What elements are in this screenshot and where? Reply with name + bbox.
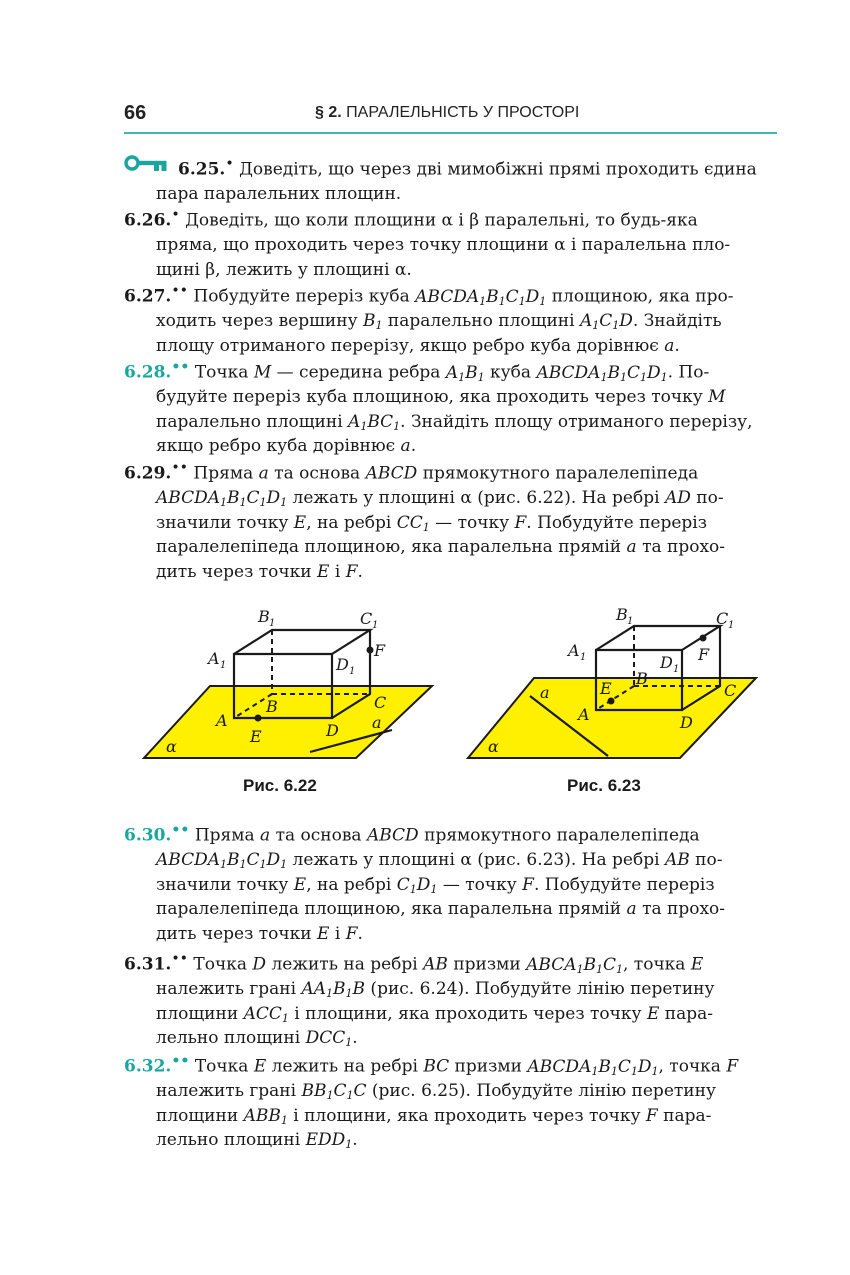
- difficulty-mark: ••: [171, 359, 190, 375]
- problem-number: 6.25.: [178, 159, 226, 180]
- section-name: ПАРАЛЕЛЬНІСТЬ У ПРОСТОРІ: [346, 104, 580, 121]
- label-B: B: [636, 669, 648, 688]
- plane-alpha: [144, 686, 432, 758]
- problem-number: 6.27.: [124, 286, 172, 307]
- problem-number: 6.30.: [124, 825, 172, 846]
- problem-number: 6.31.: [124, 954, 172, 975]
- problem-number: 6.26.: [124, 210, 172, 231]
- label-E: E: [600, 679, 612, 698]
- problem-6-31: 6.31.•• Точка D лежить на ребрі AB призми $ABCA_1B_1C_1$, точка E належить грані $AA_1B_1B$ (рис. 6.24). Побудуйте лінію перетину площини $ACC_1$ і площини, яка проходить через точку E пара- лельно площині $DCC_1$.: [124, 951, 715, 1050]
- label-a: a: [372, 713, 382, 732]
- label-F: F: [374, 641, 386, 660]
- page-number: 66: [124, 102, 147, 124]
- svg-text:1: 1: [580, 652, 587, 663]
- figure-6-23: [466, 598, 766, 768]
- problem-6-25: 6.25.• Доведіть, що через дві мимобіжні прямі проходить єдина пара паралельних площин.: [156, 156, 757, 205]
- page-header: [124, 98, 777, 134]
- difficulty-mark: ••: [171, 951, 189, 967]
- difficulty-mark: ••: [171, 460, 189, 476]
- label-C: C: [374, 693, 387, 712]
- label-A: A: [216, 711, 228, 730]
- label-B: B: [266, 697, 278, 716]
- problem-number: 6.29.: [124, 463, 172, 484]
- difficulty-mark: ••: [171, 822, 190, 838]
- label-F: F: [698, 645, 710, 664]
- figure-6-22: [138, 598, 438, 768]
- problem-number: 6.28.: [124, 362, 172, 383]
- svg-text:1: 1: [372, 620, 379, 631]
- difficulty-mark: ••: [171, 283, 189, 299]
- problem-number: 6.32.: [124, 1056, 172, 1077]
- label-E: E: [250, 727, 262, 746]
- svg-text:1: 1: [269, 618, 276, 629]
- svg-text:1: 1: [673, 664, 680, 675]
- difficulty-mark: ••: [171, 1053, 190, 1069]
- svg-text:1: 1: [349, 666, 356, 677]
- label-alpha: α: [166, 737, 177, 756]
- label-B1: B: [616, 605, 628, 624]
- figure-6-23-drawing: [466, 598, 766, 768]
- label-D1: D: [336, 655, 349, 674]
- difficulty-mark: •: [225, 156, 234, 172]
- svg-text:1: 1: [627, 616, 634, 627]
- problem-6-27: 6.27.•• Побудуйте переріз куба $ABCDA_1B_1C_1D_1$ площиною, яка про- ходить через вершину $B_1$ паралельно площині $A_1C_1D$. Знайдіть площу отриманого перерізу, якщо ребро куба дорівнює a.: [124, 283, 734, 356]
- label-a: a: [540, 683, 550, 702]
- label-C1: C: [716, 609, 729, 628]
- label-A: A: [578, 705, 590, 724]
- problem-6-30: 6.30.•• Пряма a та основа ABCD прямокутного паралелепіпеда $ABCDA_1B_1C_1D_1$ лежать у площині α (рис. 6.23). На ребрі AB по- значили точку E, на ребрі $C_1D_1$ — точку F. Побудуйте переріз паралелепіпеда площиною, яка паралельна прямій a та прохо- дить через точки E і F.: [124, 822, 726, 945]
- label-A1: A: [208, 649, 220, 668]
- problem-6-29: 6.29.•• Пряма a та основа ABCD прямокутного паралелепіпеда $ABCDA_1B_1C_1D_1$ лежать у площині α (рис. 6.22). На ребрі AD по- значили точку E, на ребрі $CC_1$ — точку F. Побудуйте переріз паралелепіпеда площиною, яка паралельна прямій a та прохо- дить через точки E і F.: [124, 460, 726, 583]
- problem-6-26: 6.26.• Доведіть, що коли площини α і β паралельні, то будь-яка пряма, що проходить через точку площини α і паралельна пло- щині β, лежить у площині α.: [124, 207, 731, 280]
- label-B1: B: [258, 607, 270, 626]
- label-D1: D: [660, 653, 673, 672]
- section-title: [315, 104, 579, 122]
- label-C: C: [724, 681, 737, 700]
- difficulty-mark: •: [171, 207, 180, 223]
- section-mark: § 2.: [315, 104, 342, 121]
- label-A1: A: [568, 641, 580, 660]
- svg-text:1: 1: [728, 620, 735, 631]
- problem-6-32: 6.32.•• Точка E лежить на ребрі BC призми $ABCDA_1B_1C_1D_1$, точка F належить грані $BB_1C_1C$ (рис. 6.25). Побудуйте лінію перетину площини $ABB_1$ і площини, яка проходить через точку F пара- лельно площині $EDD_1$.: [124, 1053, 739, 1152]
- figure-6-23-caption: Рис. 6.23: [567, 776, 641, 795]
- svg-text:1: 1: [220, 660, 227, 671]
- figure-6-22-caption: Рис. 6.22: [243, 776, 317, 795]
- problem-6-28: 6.28.•• Точка M — середина ребра $A_1B_1$ куба $ABCDA_1B_1C_1D_1$. По- будуйте переріз куба площиною, яка проходить через точку M паралельно площині $A_1BC_1$. Знайдіть площу отриманого перерізу, якщо ребро куба дорівнює a.: [124, 359, 753, 457]
- label-D: D: [326, 721, 339, 740]
- label-D: D: [680, 713, 693, 732]
- figure-6-22-drawing: [138, 598, 438, 768]
- label-C1: C: [360, 609, 373, 628]
- label-alpha: α: [488, 737, 499, 756]
